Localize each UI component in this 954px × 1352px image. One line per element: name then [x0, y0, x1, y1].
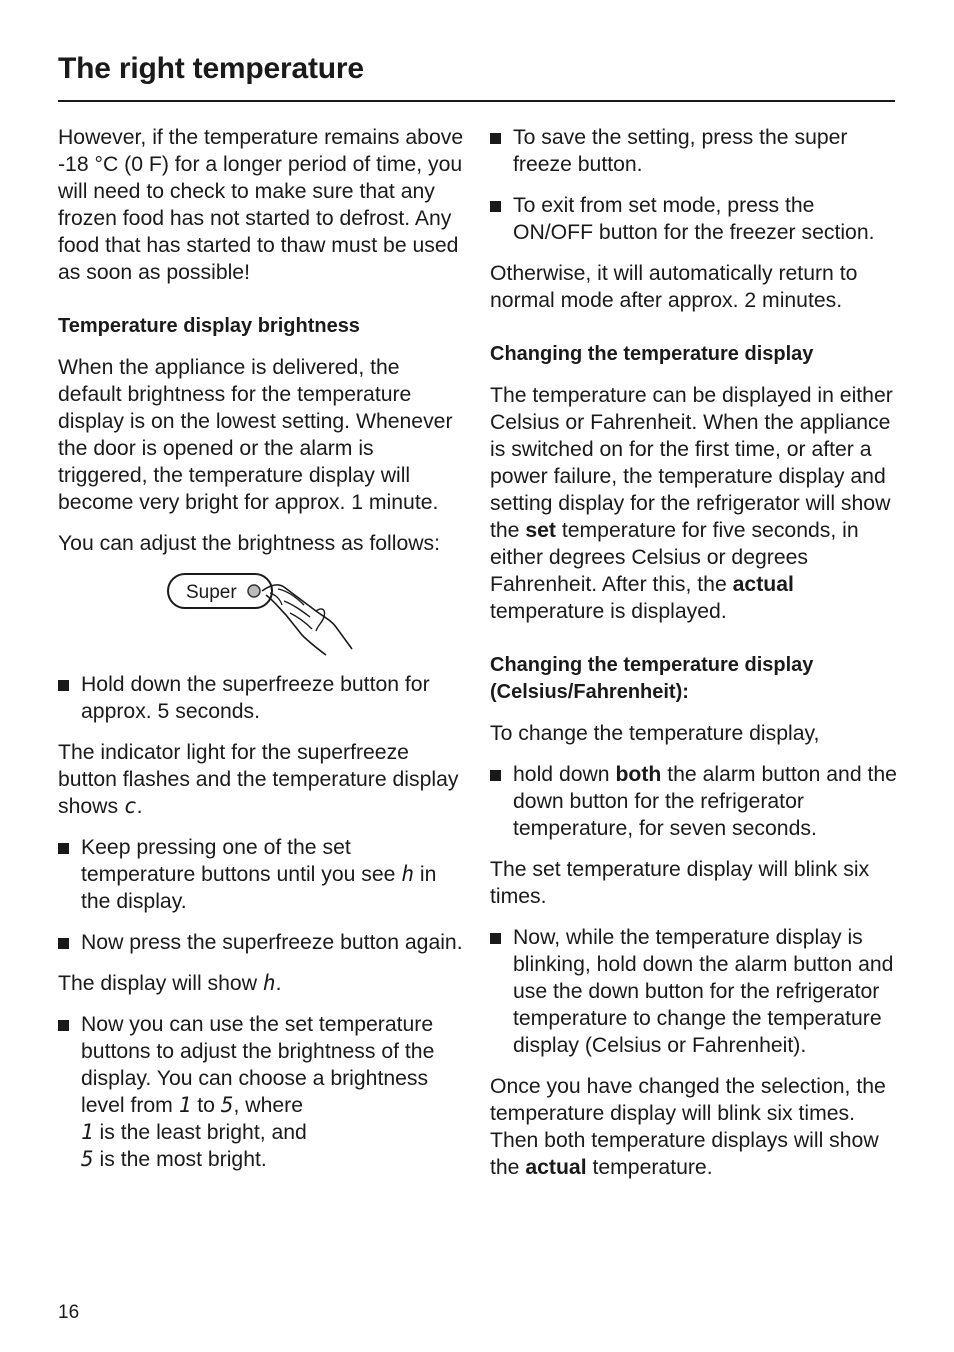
- heading-celsius-fahrenheit: Changing the temperature display (Celsius/Fahrenheit):: [490, 654, 814, 703]
- display-glyph-5: 5: [81, 1147, 94, 1171]
- bullet-square-icon: [58, 1020, 69, 1031]
- display-glyph-h: h: [401, 862, 415, 886]
- list-item-adjust-brightness: Now you can use the set temperature buttons to adjust the brightness of the display. You can choose a brightness level from 1 to 5, where 1 is the least bright, and 5 is the most bright.: [58, 1011, 466, 1173]
- paragraph-indicator: The indicator light for the superfreeze button flashes and the temperature display shows c.: [58, 741, 459, 818]
- right-column: [490, 124, 900, 1195]
- bullet-square-icon: [490, 933, 501, 944]
- bullet-square-icon: [490, 133, 501, 144]
- super-button-label: Super: [186, 582, 237, 603]
- page-number: 16: [58, 1302, 80, 1323]
- paragraph-once-changed: Once you have changed the selection, the temperature display will blink six times. Then both temperature displays will show the actual temperature.: [490, 1075, 886, 1179]
- list-item-hold-both: hold down both the alarm button and the down button for the refrigerator temperature, for seven seconds.: [490, 761, 900, 842]
- bullet-square-icon: [490, 201, 501, 212]
- list-item-exit: To exit from set mode, press the ON/OFF button for the freezer section.: [490, 192, 900, 246]
- bullet-square-icon: [58, 938, 69, 949]
- bullet-square-icon: [58, 680, 69, 691]
- paragraph-display-show: The display will show h.: [58, 971, 282, 995]
- paragraph-adjust: You can adjust the brightness as follows:: [58, 532, 441, 555]
- paragraph-blink: The set temperature display will blink six times.: [490, 858, 870, 908]
- left-column: [58, 124, 466, 1187]
- list-item-keep-pressing: Keep pressing one of the set temperature buttons until you see h in the display.: [58, 834, 466, 915]
- bullet-square-icon: [58, 843, 69, 854]
- intro-paragraph: However, if the temperature remains above -18 °C (0 F) for a longer period of time, you will need to check to make sure that any frozen food has not started to defrost. Any food that has started to thaw must be used as soon as possible!: [58, 126, 464, 284]
- super-button-illustration: [58, 571, 466, 663]
- page-title: The right temperature: [58, 52, 364, 85]
- list-item-while-blinking: Now, while the temperature display is blinking, hold down the alarm button and use the down button for the refrigerator temperature to change the temperature display (Celsius or Fahrenheit).: [490, 924, 900, 1059]
- display-glyph-1: 1: [178, 1093, 192, 1117]
- display-glyph-5: 5: [220, 1093, 234, 1117]
- heading-changing-display: Changing the temperature display: [490, 343, 814, 365]
- paragraph-otherwise: Otherwise, it will automatically return to normal mode after approx. 2 minutes.: [490, 262, 858, 312]
- heading-brightness: Temperature display brightness: [58, 315, 360, 337]
- hand-pressing-button-icon: [166, 571, 356, 657]
- paragraph-delivered: When the appliance is delivered, the default brightness for the temperature display is on the lowest setting. Whenever the door is opened or the alarm is triggered, the temperature display will become very bright for approx. 1 minute.: [58, 356, 453, 514]
- list-item-save: To save the setting, press the super freeze button.: [490, 124, 900, 178]
- paragraph-temperature-units: The temperature can be displayed in either Celsius or Fahrenheit. When the appliance is switched on for the first time, or after a power failure, the temperature display and setting display for the refrigerator will show the set temperature for five seconds, in either degrees Celsius or degrees Fahrenheit. After this, the actual temperature is displayed.: [490, 384, 893, 623]
- display-glyph-c: c: [123, 794, 137, 818]
- paragraph-to-change: To change the temperature display,: [490, 722, 820, 745]
- list-item-hold: Hold down the superfreeze button for approx. 5 seconds.: [58, 671, 466, 725]
- display-glyph-h: h: [262, 971, 276, 995]
- display-glyph-1: 1: [81, 1120, 94, 1144]
- title-rule: [58, 100, 895, 102]
- bullet-square-icon: [490, 770, 501, 781]
- list-item-press-again: Now press the superfreeze button again.: [58, 929, 466, 956]
